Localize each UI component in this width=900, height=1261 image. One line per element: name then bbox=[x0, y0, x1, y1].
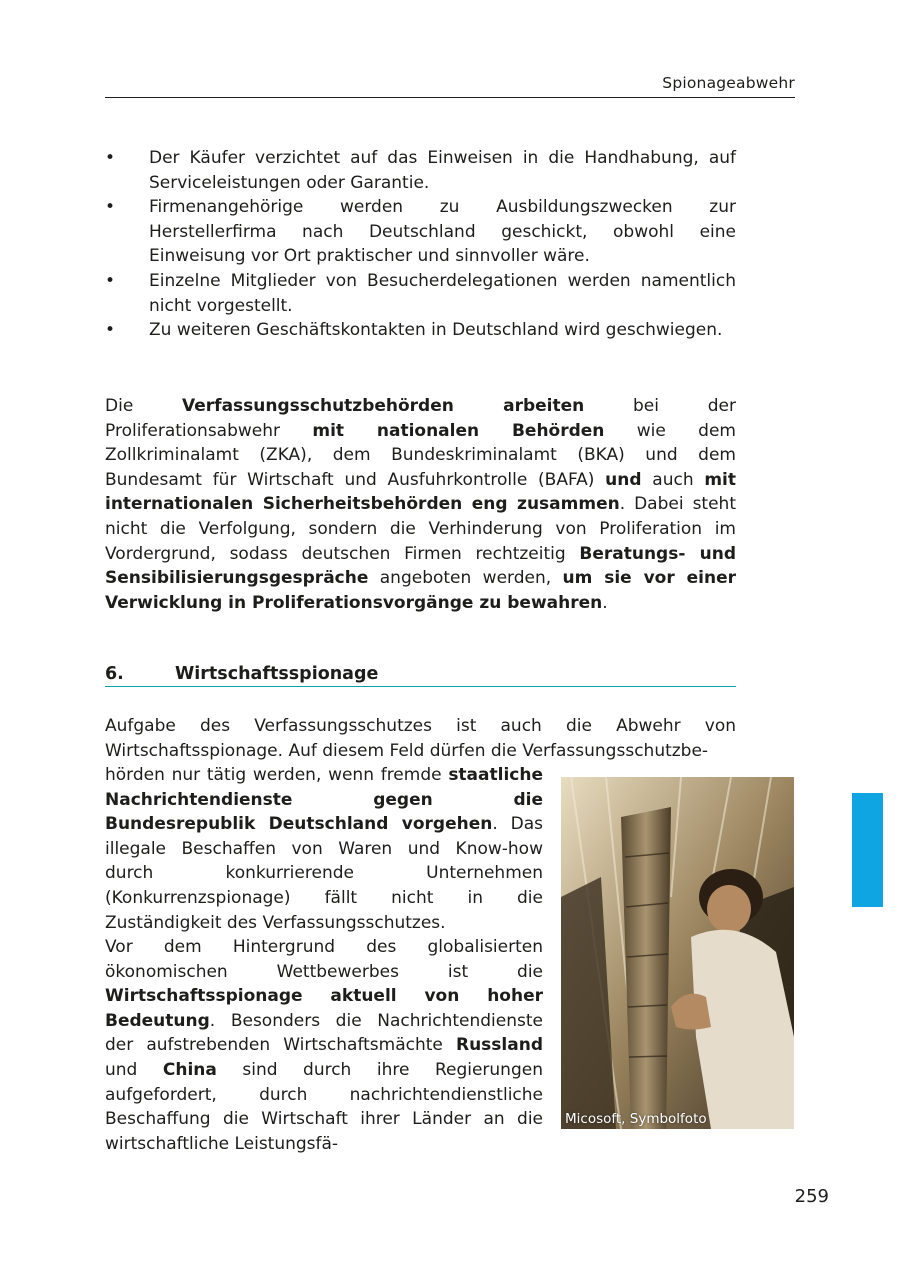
bullet-icon: • bbox=[105, 320, 116, 341]
bullet-list bbox=[105, 146, 736, 343]
photo-illustration bbox=[561, 777, 794, 1129]
section-number: 6. bbox=[105, 664, 124, 684]
server-room-photo bbox=[561, 777, 794, 1129]
paragraph-global-context: Vor dem Hintergrund des globalisierten ökonomischen Wettbewerbes ist die Wirtschaftsspionage aktuell von hoher Bedeutung. Besonders die Nachrichtendienste der aufstrebenden Wirtschaftsmächte Russland und China sind durch ihre Regierungen aufgefordert, durch nachrichtendienstliche Beschaffung die Wirtschaft ihrer Länder an die wirtschaftliche Leistungsfä- bbox=[105, 937, 543, 1154]
list-item: • Einzelne Mitglieder von Besucherdelegationen werden namentlich nicht vorgestellt. bbox=[105, 270, 736, 316]
list-item: • Der Käufer verzichtet auf das Einweisen in die Handhabung, auf Serviceleistungen oder Garantie. bbox=[105, 148, 736, 193]
chapter-tab-marker bbox=[852, 793, 883, 907]
running-header bbox=[105, 74, 795, 98]
photo-credit: Micosoft, Symbolfoto bbox=[565, 1111, 707, 1127]
list-item: • Zu weiteren Geschäftskontakten in Deutschland wird geschwiegen. bbox=[105, 318, 736, 343]
paragraph-proliferation: Die Verfassungsschutzbehörden arbeiten bei der Proliferationsabwehr mit nationalen Behörden wie dem Zollkriminalamt (ZKA), dem Bundeskriminalamt (BKA) und dem Bundesamt für Wirtschaft und Ausfuhrkontrolle (BAFA) und auch mit internationalen Sicherheitsbehörden eng zusammen. Dabei steht nicht die Verfolgung, sondern die Verhinderung von Proliferation im Vordergrund, sodass deutschen Firmen rechtzeitig Beratungs- und Sensibilisierungsgespräche angeboten werden, um sie vor einer Verwicklung in Proliferationsvorgänge zu bewahren. bbox=[105, 396, 736, 613]
list-item: • Firmenangehörige werden zu Ausbildungszwecken zur Herstellerfirma nach Deutschland geschickt, obwohl eine Einweisung vor Ort praktischer und sinnvoller wäre. bbox=[105, 197, 736, 267]
page-number: 259 bbox=[794, 1186, 829, 1207]
bullet-icon: • bbox=[105, 197, 116, 218]
bullet-icon: • bbox=[105, 270, 116, 291]
paragraph-state-services: hörden nur tätig werden, wenn fremde staatliche Nachrichtendienste gegen die Bundesrepublik Deutschland vorgehen. Das illegale Beschaffen von Waren und Know-how durch konkurrierende Unternehmen (Konkurrenzspionage) fällt nicht in die Zuständigkeit des Verfassungsschutzes. bbox=[105, 765, 543, 933]
section-title: Wirtschaftsspionage bbox=[175, 664, 379, 684]
section-heading bbox=[105, 664, 736, 687]
paragraph-intro: Aufgabe des Verfassungsschutzes ist auch die Abwehr von Wirtschaftsspionage. Auf diesem Feld dürfen die Verfassungsschutzbe- bbox=[105, 716, 736, 761]
running-header-title: Spionageabwehr bbox=[662, 74, 795, 92]
bullet-icon: • bbox=[105, 148, 116, 168]
